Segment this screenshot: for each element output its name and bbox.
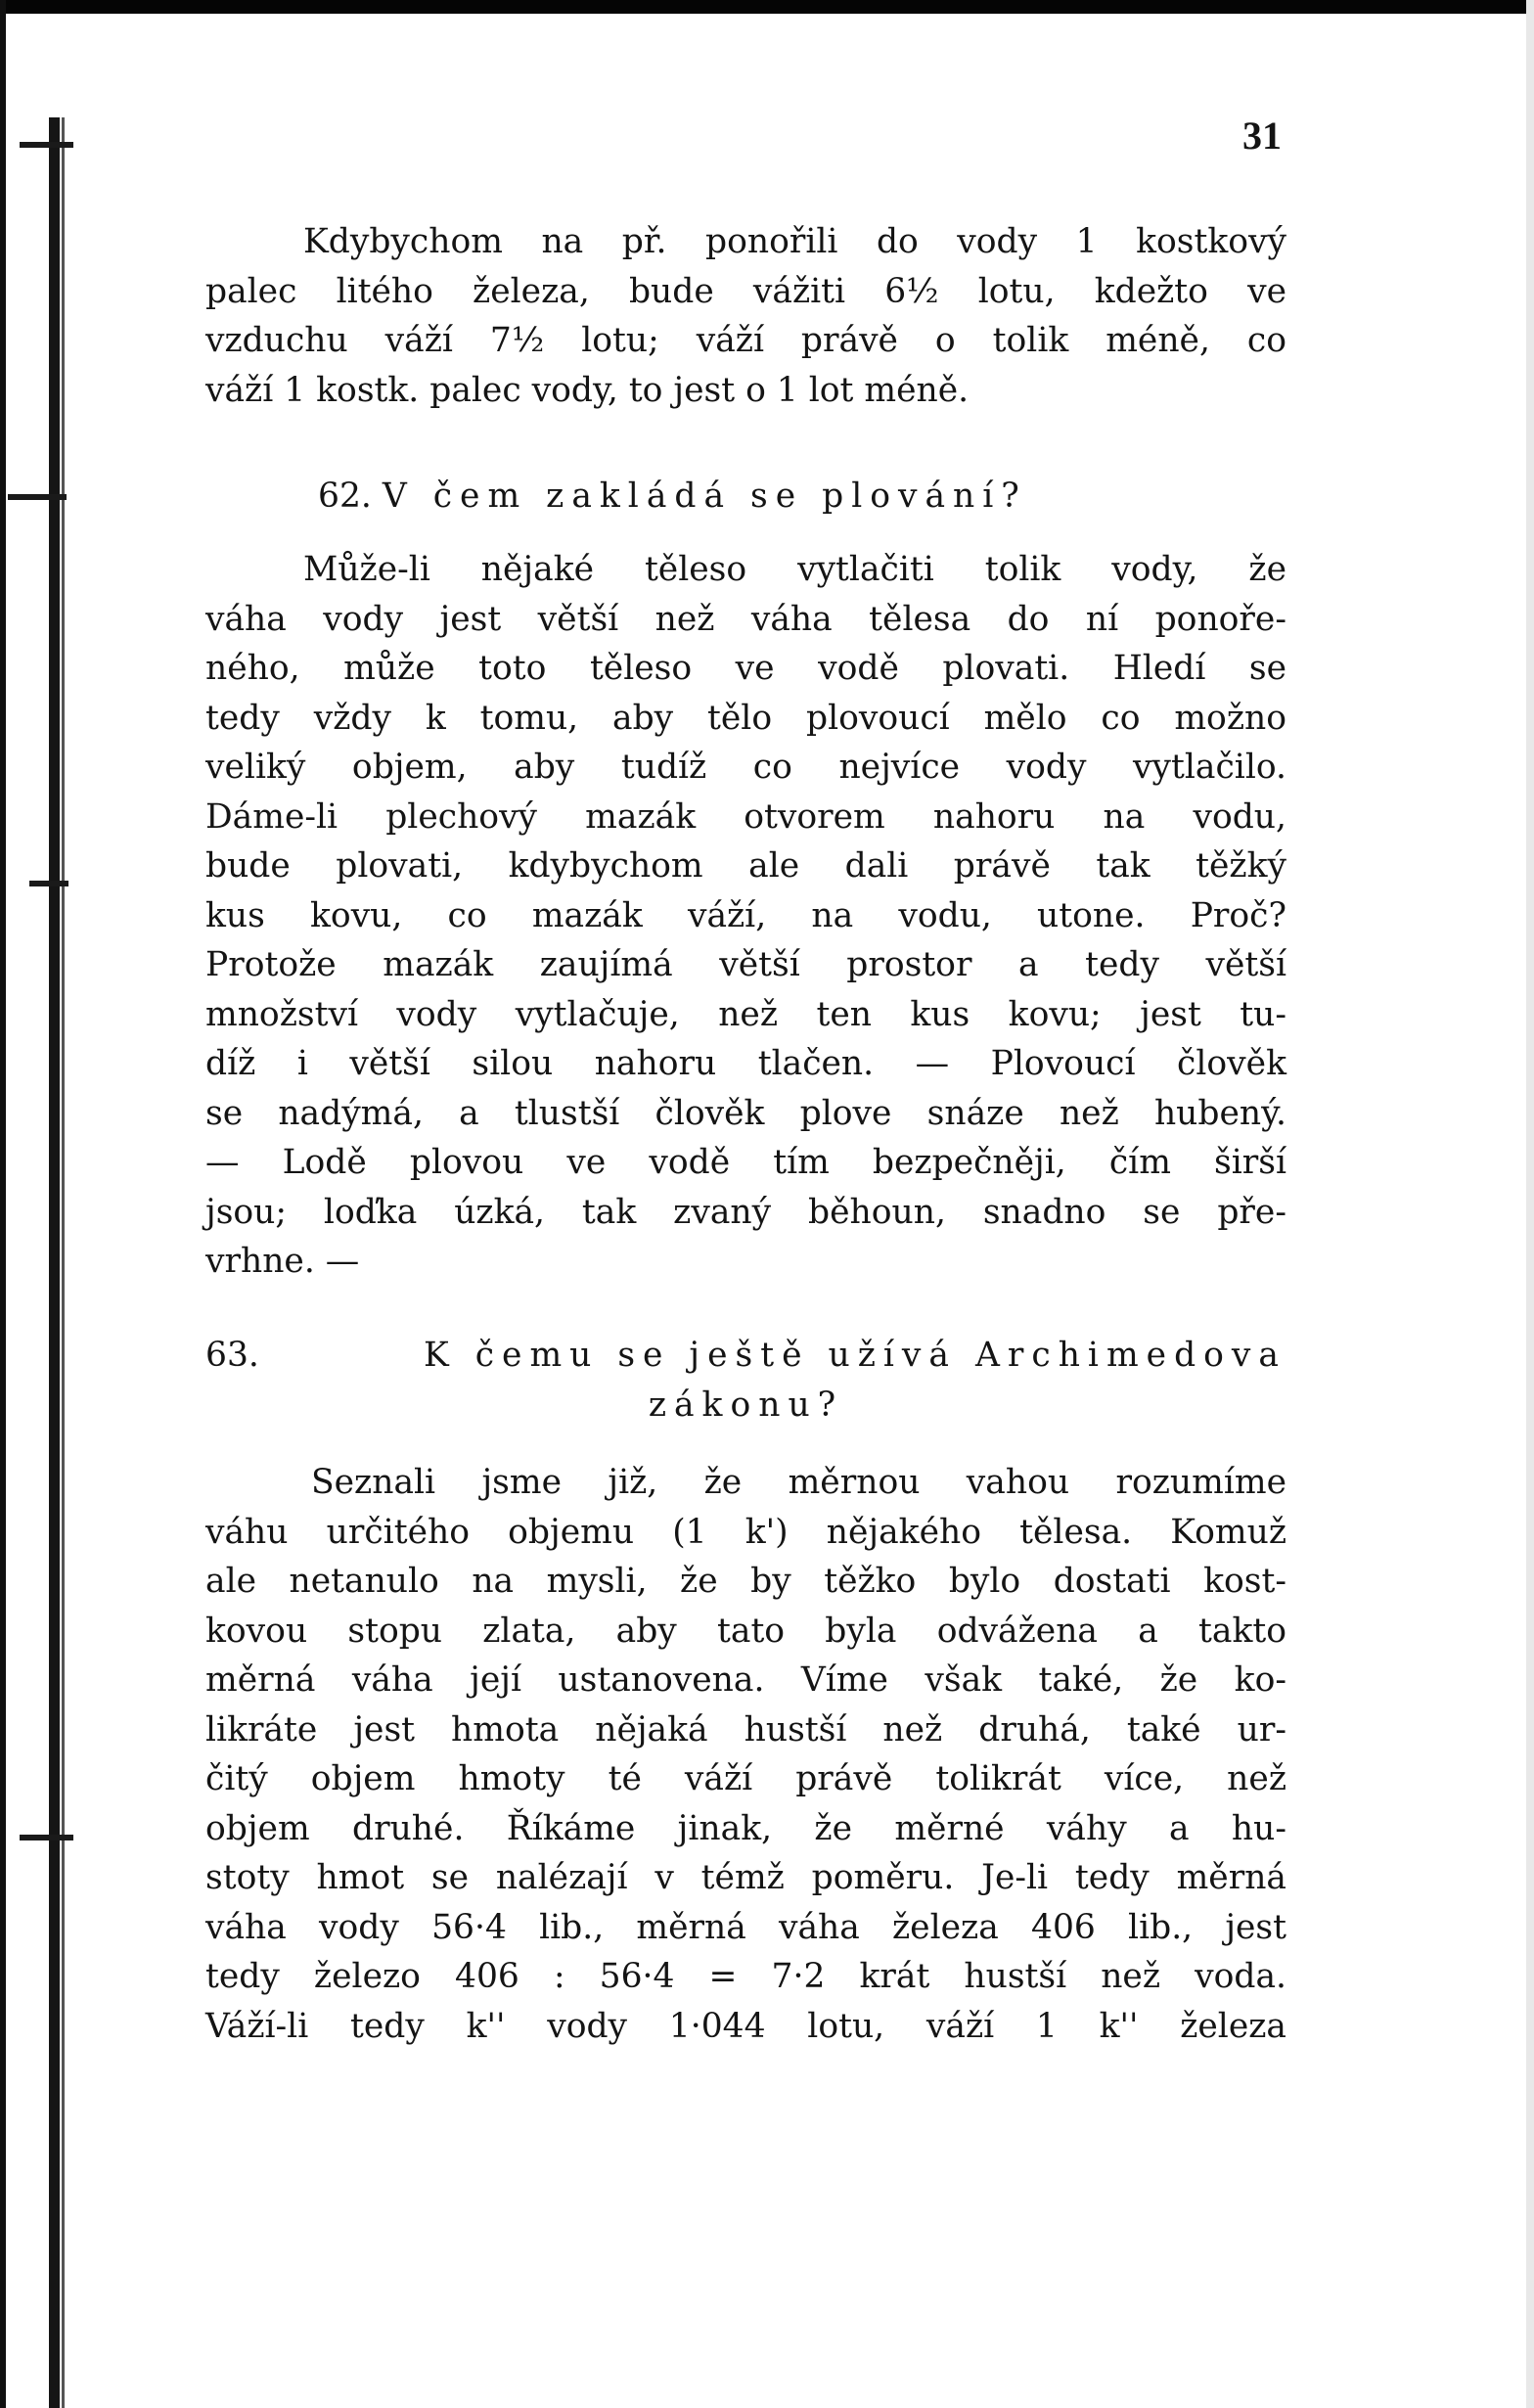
text-line: měrná váha její ustanovena. Víme však také, že ko- <box>205 1660 1286 1700</box>
binding-mark <box>8 494 67 500</box>
text-line: jsou; loďka úzká, tak zvaný běhoun, snadno se pře- <box>205 1192 1286 1232</box>
binding-mark <box>20 142 73 148</box>
binding-line-shadow <box>62 117 65 2408</box>
binding-mark <box>20 1835 73 1840</box>
text-line: se nadýmá, a tlustší člověk plove snáze než hubený. <box>205 1093 1286 1133</box>
question-63-title-line1: K čemu se ještě užívá Archimedova <box>423 1336 1286 1375</box>
text-line: váha vody 56·4 lib., měrná váha železa 406 lib., jest <box>205 1907 1286 1947</box>
binding-edge <box>0 0 88 2408</box>
text-line: palec litého železa, bude vážiti 6½ lotu, kdežto ve <box>205 271 1286 311</box>
text-line: likráte jest hmota nějaká hustší než druhá, také ur- <box>205 1709 1286 1749</box>
binding-line <box>49 117 60 2408</box>
question-62-number: 62. <box>318 477 372 516</box>
scan-right-edge <box>1526 0 1534 2408</box>
question-63-number: 63. <box>205 1336 259 1375</box>
text-line: Kdybychom na př. ponořili do vody 1 kostkový <box>303 222 1286 261</box>
text-line: objem druhé. Říkáme jinak, že měrné váhy a hu- <box>205 1808 1286 1848</box>
text-line: veliký objem, aby tudíž co nejvíce vody vytlačilo. <box>205 748 1286 787</box>
page-number: 31 <box>1242 114 1282 158</box>
text-line: bude plovati, kdybychom ale dali právě tak těžký <box>205 846 1286 886</box>
text-line: Může-li nějaké těleso vytlačiti tolik vody, že <box>303 550 1286 589</box>
question-62-heading <box>318 472 1286 522</box>
text-line: Váží-li tedy k'' vody 1·044 lotu, váží 1 k'' železa <box>205 2006 1286 2046</box>
text-line: díž i větší silou nahoru tlačen. — Plovoucí člověk <box>205 1044 1286 1083</box>
paragraph-intro <box>205 217 1286 415</box>
text-line: stoty hmot se nalézají v témž poměru. Je-li tedy měrná <box>205 1858 1286 1897</box>
binding-strip <box>0 0 6 2408</box>
text-line: ale netanulo na mysli, že by těžko bylo dostati kost- <box>205 1562 1286 1601</box>
text-line: kovou stopu zlata, aby tato byla odvážena a takto <box>205 1611 1286 1651</box>
binding-mark <box>29 881 68 886</box>
text-line: kus kovu, co mazák váží, na vodu, utone. Proč? <box>205 895 1286 935</box>
text-line: vrhne. — <box>205 1242 360 1281</box>
text-line: tedy železo 406 : 56·4 = 7·2 krát hustší než voda. <box>205 1957 1286 1996</box>
text-line: čitý objem hmoty té váží právě tolikrát více, než <box>205 1759 1286 1798</box>
text-line: váhu určitého objemu (1 k') nějakého tělesa. Komuž <box>205 1512 1286 1552</box>
paragraph-62 <box>205 545 1286 1287</box>
text-line: Seznali jsme již, že měrnou vahou rozumíme <box>311 1463 1286 1502</box>
question-62-title: V čem zakládá se plování? <box>382 477 1027 516</box>
text-line: tedy vždy k tomu, aby tělo plovoucí mělo co možno <box>205 698 1286 738</box>
text-line: ného, může toto těleso ve vodě plovati. Hledí se <box>205 649 1286 688</box>
paragraph-63 <box>205 1458 1286 2051</box>
question-63-title-line2: zákonu? <box>648 1385 844 1425</box>
text-line: váží 1 kostk. palec vody, to jest o 1 lot méně. <box>205 370 970 410</box>
text-line: Protože mazák zaujímá větší prostor a tedy větší <box>205 945 1286 984</box>
text-line: množství vody vytlačuje, než ten kus kovu; jest tu- <box>205 994 1286 1034</box>
question-63-heading <box>205 1331 1286 1430</box>
scan-top-edge <box>0 0 1534 14</box>
text-line: vzduchu váží 7½ lotu; váží právě o tolik méně, co <box>205 321 1286 360</box>
text-line: váha vody jest větší než váha tělesa do ní ponoře- <box>205 599 1286 639</box>
text-line: Dáme-li plechový mazák otvorem nahoru na vodu, <box>205 796 1286 837</box>
text-line: — Lodě plovou ve vodě tím bezpečněji, čím širší <box>205 1143 1286 1182</box>
